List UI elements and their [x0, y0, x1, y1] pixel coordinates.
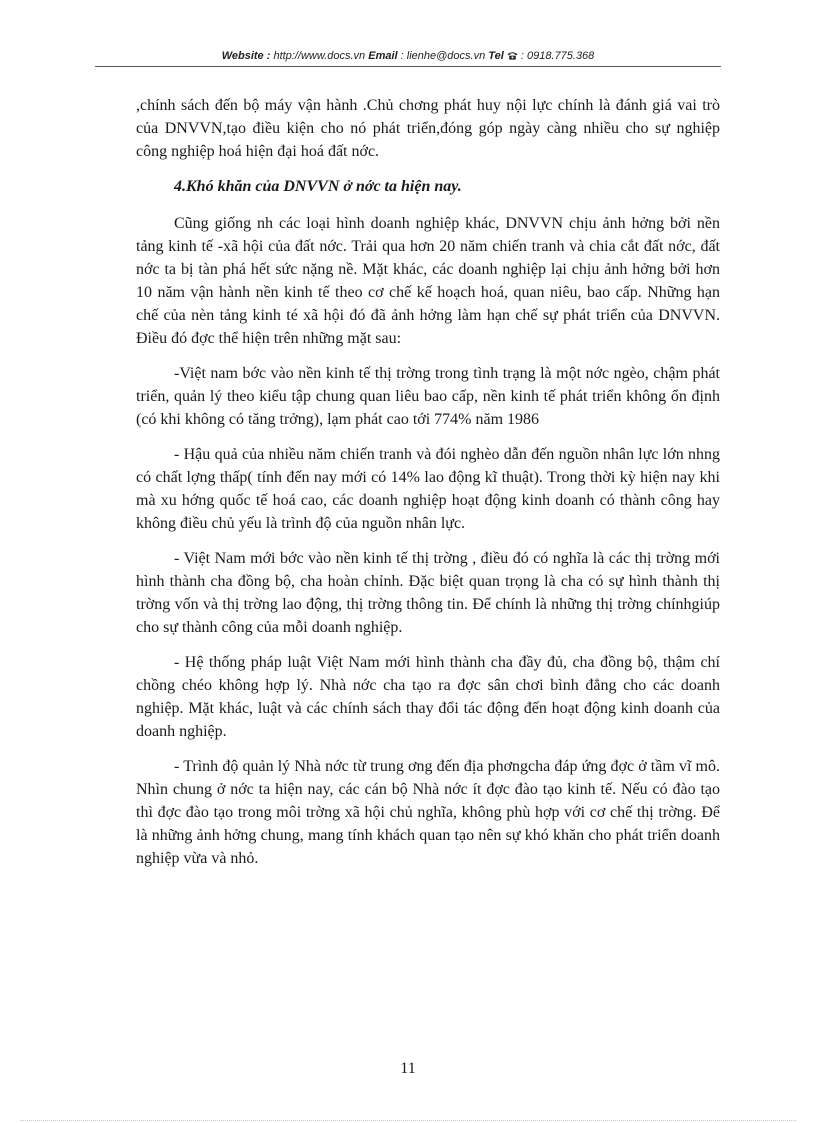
- paragraph-continued: ,chính sách đến bộ máy vận hành .Chủ chơng phát huy nội lực chính là đánh giá vai trò của DNVVN,tạo điều kiện cho nó phát triển,đóng góp ngày càng nhiều cho sự nghiệp công nghiệp hoá hiện đại hoá đất nớc.: [136, 97, 720, 160]
- website-value: http://www.docs.vn: [273, 50, 366, 62]
- paragraph-markets: - Việt Nam mới bớc vào nền kinh tế thị trờng , điều đó có nghĩa là các thị trờng mới hình thành cha đồng bộ, cha hoàn chỉnh. Đặc biệt quan trọng là cha có sự hình thành thị trờng vốn và thị trờng lao động, thị trờng thông tin. Để chính là những thị trờng chínhgiúp cho sự thành công của mỗi doanh nghiệp.: [136, 550, 720, 636]
- header-divider: [95, 66, 721, 67]
- document-body: [136, 94, 720, 882]
- tel-value: : 0918.775.368: [520, 50, 595, 62]
- paragraph-intro: Cũng giống nh các loại hình doanh nghiệp khác, DNVVN chịu ảnh hởng bởi nền tảng kinh tế -xã hội của đất nớc. Trải qua hơn 20 năm chiến tranh và chia cắt đất nớc, đất nớc ta bị tàn phá hết sức nặng nề. Mặt khác, các doanh nghiệp lại chịu ảnh hởng bởi hơn 10 năm vận hành nền kinh tế theo cơ chế kế hoạch hoá, quan niêu, bao cấp. Những hạn chế của nèn tảng kinh té xã hội đó đã ảnh hởng làm hạn chế sự phát triển của DNVVN. Điều đó đợc thể hiện trên những mặt sau:: [136, 215, 720, 347]
- paragraph-human-resources: - Hậu quả của nhiều năm chiến tranh và đói nghèo dẫn đến nguồn nhân lực lớn nhng có chất lợng thấp( tính đến nay mới có 14% lao động kĩ thuật). Trong thời kỳ hiện nay khi mà xu hớng quốc tế hoá cao, các doanh nghiệp hoạt động kinh doanh có thành công hay không điều chủ yếu là trình độ của nguồn nhân lực.: [136, 446, 720, 532]
- section-heading: 4.Khó khăn của DNVVN ở nớc ta hiện nay.: [174, 178, 462, 195]
- footer-divider: [20, 1120, 796, 1121]
- tel-label: Tel: [488, 50, 504, 62]
- page-number: 11: [400, 1060, 416, 1077]
- paragraph-market-economy: -Việt nam bớc vào nền kinh tế thị trờng trong tình trạng là một nớc ngèo, chậm phát triển, quản lý theo kiểu tập chung quan liêu bao cấp, nền kinh tế phát triển không ổn định (có khi không có tăng trởng), lạm phát cao tới 774% năm 1986: [136, 365, 720, 428]
- page-header: [95, 49, 721, 65]
- paragraph-legal-system: - Hệ thống pháp luật Việt Nam mới hình thành cha đầy đủ, cha đồng bộ, thậm chí chồng chéo không hợp lý. Nhà nớc cha tạo ra đợc sân chơi bình đẳng cho các doanh nghiệp. Mặt khác, luật và các chính sách thay đổi tác động đến hoạt động kinh doanh của doanh nghiệp.: [136, 654, 720, 740]
- email-label: Email: [368, 50, 398, 62]
- paragraph-management: - Trình độ quản lý Nhà nớc từ trung ơng đến địa phơngcha đáp ứng đợc ở tầm vĩ mô. Nhìn chung ở nớc ta hiện nay, các cán bộ Nhà nớc ít đợc đào tạo kinh tế. Nếu có đào tạo thì đợc đào tạo trong môi trờng xã hội chủ nghĩa, không phù hợp với cơ chế thị trờng. Để là những ảnh hởng chung, mang tính khách quan tạo nên sự khó khăn cho phát triển doanh nghiệp vừa và nhỏ.: [136, 758, 720, 867]
- email-value: : lienhe@docs.vn: [400, 50, 486, 62]
- phone-icon: [507, 50, 521, 62]
- website-label: Website :: [221, 50, 271, 62]
